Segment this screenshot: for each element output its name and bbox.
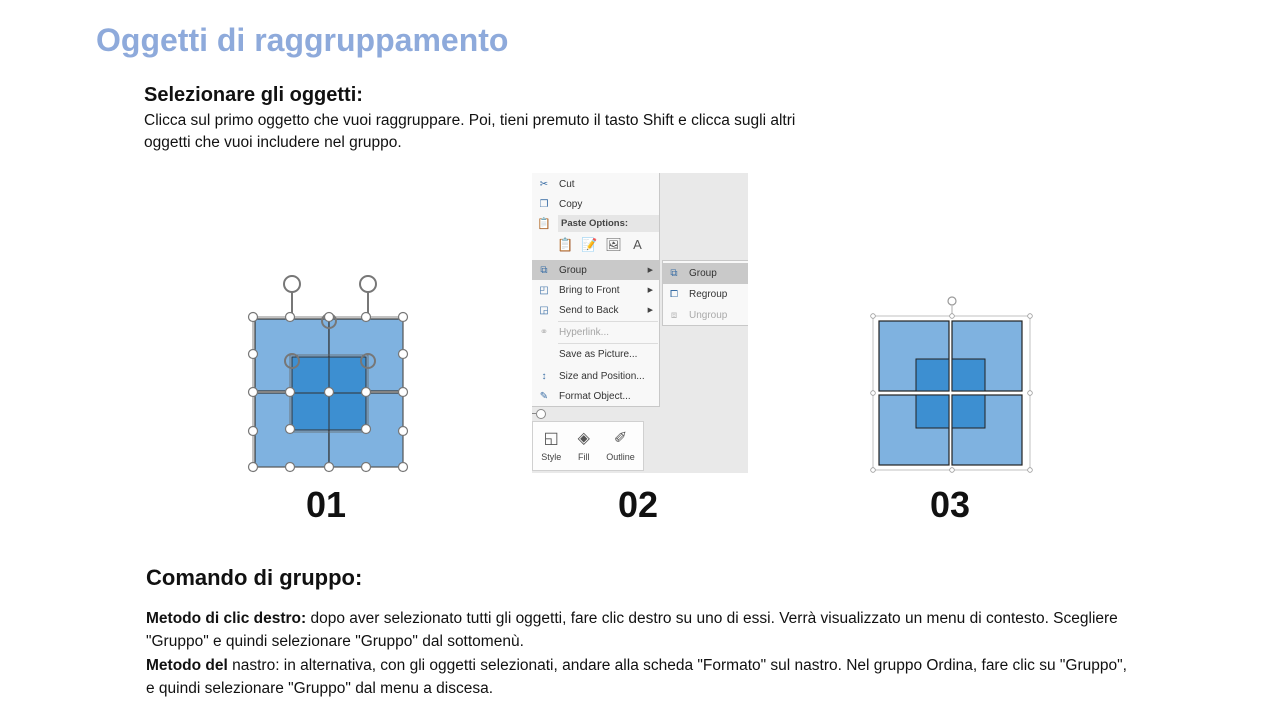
- mini-toolbar: [532, 421, 644, 471]
- submenu-item-group[interactable]: ⧉ Group: [663, 263, 748, 284]
- section-body-select: Clicca sul primo oggetto che vuoi raggruppare. Poi, tieni premuto il tasto Shift e clicca sugli altri oggetti che vuoi includere nel gruppo.: [144, 112, 796, 151]
- submenu-arrow-icon: ▶: [647, 267, 653, 274]
- format-brush-icon: ✎: [539, 390, 549, 402]
- paste-options-heading: Paste Options:: [558, 215, 659, 232]
- submenu-arrow-icon: ▶: [647, 287, 653, 294]
- regroup-icon: ⧠: [670, 289, 678, 300]
- paste-icon: 📋: [537, 218, 551, 230]
- paste-picture-icon[interactable]: 🖼: [605, 236, 622, 252]
- submenu-arrow-icon: ▶: [647, 307, 653, 314]
- group-icon: ⧉: [670, 268, 678, 279]
- menu-item-cut[interactable]: ✂ Cut: [532, 174, 659, 194]
- menu-item-send-to-back[interactable]: ◲ Send to Back ▶: [532, 300, 659, 320]
- bring-to-front-icon: ◰: [539, 284, 549, 296]
- paste-keep-formatting-icon[interactable]: 📝: [581, 236, 598, 252]
- slide-title: Oggetti di raggruppamento: [96, 22, 509, 58]
- paint-bucket-icon: ◈: [577, 430, 590, 447]
- section-heading-group-command: Comando di gruppo:: [146, 565, 363, 590]
- rotate-handle-icon: [948, 297, 956, 305]
- menu-item-save-as-picture[interactable]: Save as Picture...: [559, 348, 638, 360]
- group-submenu: [662, 260, 748, 326]
- send-to-back-icon: ◲: [539, 304, 549, 316]
- paste-destination-theme-icon[interactable]: 📋: [557, 236, 574, 252]
- context-menu-screenshot: [532, 173, 748, 473]
- paragraph-right-click-method: Metodo di clic destro: dopo aver selezionato tutti gli oggetti, fare clic destro su uno di essi. Verrà visualizzato un menu di contesto. Scegliere "Gruppo" e quindi selezionare "Gruppo" dal sottomenù.: [146, 610, 1118, 650]
- mini-toolbar-fill-button[interactable]: ◈ Fill: [577, 430, 590, 462]
- menu-item-format-object[interactable]: ✎ Format Object...: [532, 386, 659, 406]
- scissors-icon: ✂: [539, 178, 549, 190]
- selected-shapes-illustration: [240, 268, 415, 478]
- size-position-icon: ↕: [541, 370, 547, 382]
- shape-style-icon: ◱: [543, 430, 559, 447]
- link-icon: ⚭: [539, 326, 549, 338]
- step-number-02: 02: [617, 484, 659, 525]
- paragraph-right-click-label: Metodo di clic destro:: [146, 610, 307, 627]
- menu-item-hyperlink[interactable]: ⚭ Hyperlink...: [532, 322, 659, 342]
- section-heading-select: Selezionare gli oggetti:: [144, 84, 363, 106]
- submenu-item-ungroup[interactable]: ⧈ Ungroup: [663, 305, 748, 326]
- menu-item-bring-to-front[interactable]: ◰ Bring to Front ▶: [532, 280, 659, 300]
- copy-icon: ❐: [539, 198, 549, 210]
- paste-text-only-icon[interactable]: A: [633, 237, 642, 252]
- menu-item-copy[interactable]: ❐ Copy: [532, 194, 659, 214]
- group-icon: ⧉: [540, 264, 548, 276]
- mini-toolbar-outline-button[interactable]: ✐ Outline: [606, 430, 635, 462]
- mini-toolbar-style-button[interactable]: ◱ Style: [541, 430, 562, 462]
- step-number-03: 03: [929, 484, 971, 525]
- grouped-shapes-illustration: [866, 292, 1038, 476]
- paragraph-ribbon-method: Metodo del nastro: in alternativa, con gli oggetti selezionati, andare alla scheda "Formato" sul nastro. Nel gruppo Ordina, fare clic su "Gruppo", e quindi selezionare "Gruppo" dal menu a discesa.: [146, 657, 1127, 697]
- paragraph-ribbon-label: Metodo del: [146, 657, 228, 674]
- step-number-01: 01: [305, 484, 347, 525]
- outline-pen-icon: ✐: [613, 430, 628, 447]
- menu-item-size-and-position[interactable]: ↕ Size and Position...: [532, 366, 659, 386]
- submenu-item-regroup[interactable]: ⧠ Regroup: [663, 284, 748, 305]
- resize-handle[interactable]: [536, 409, 546, 419]
- paste-options-row: [556, 235, 647, 254]
- ungroup-icon: ⧈: [670, 310, 678, 321]
- context-menu: [532, 173, 660, 407]
- menu-item-group[interactable]: ⧉ Group ▶: [532, 260, 659, 280]
